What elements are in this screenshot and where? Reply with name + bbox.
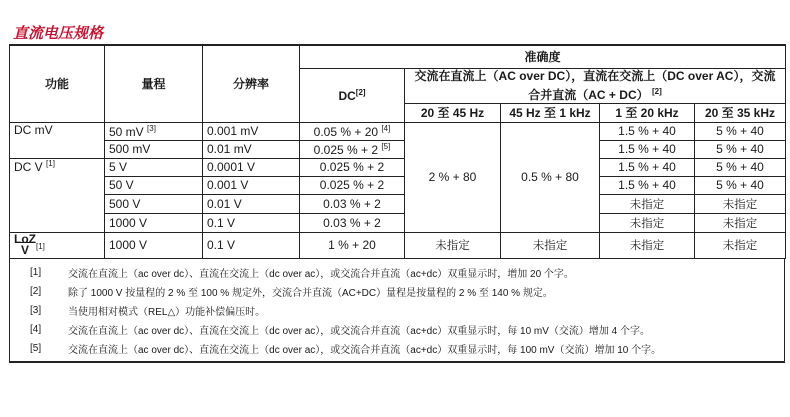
freq4-cell: 未指定 xyxy=(695,194,786,213)
dc-voltage-spec-table xyxy=(9,44,786,259)
dc-cell: 1 % + 20 xyxy=(300,232,405,258)
range-cell: 500 V xyxy=(105,194,203,213)
header-range: 量程 xyxy=(105,45,203,122)
range-cell: 50 mV [3] xyxy=(105,122,203,140)
freq3-cell: 1.5 % + 40 xyxy=(600,158,695,176)
footnote-number: [3] xyxy=(30,304,42,316)
footnote-text: 交流在直流上（ac over dc）、直流在交流上（dc over ac），或交流合并直流（ac+dc）双重显示时，每 10 mV（交流）增加 4 个字。 xyxy=(68,325,651,337)
resolution-cell: 0.001 V xyxy=(203,176,300,194)
merged-freq-45-1k: 0.5 % + 80 xyxy=(501,122,600,232)
resolution-cell: 0.01 mV xyxy=(203,140,300,158)
freq4-cell: 5 % + 40 xyxy=(695,176,786,194)
header-resolution: 分辨率 xyxy=(203,45,300,122)
freq4-cell: 5 % + 40 xyxy=(695,158,786,176)
header-freq-20-45: 20 至 45 Hz xyxy=(405,103,501,122)
header-ac-over-dc: 交流在直流上（AC over DC），直流在交流上（DC over AC），交流合并直流（AC + DC） [2] xyxy=(405,68,786,103)
freq3-cell: 1.5 % + 40 xyxy=(600,122,695,140)
footnote-number: [2] xyxy=(30,285,42,297)
freq3-cell: 未指定 xyxy=(600,232,695,258)
resolution-cell: 0.1 V xyxy=(203,213,300,232)
resolution-cell: 0.0001 V xyxy=(203,158,300,176)
freq1-cell: 未指定 xyxy=(405,232,501,258)
resolution-cell: 0.001 mV xyxy=(203,122,300,140)
freq3-cell: 1.5 % + 40 xyxy=(600,176,695,194)
resolution-cell: 0.01 V xyxy=(203,194,300,213)
footnotes xyxy=(9,259,785,363)
header-freq-45-1k: 45 Hz 至 1 kHz xyxy=(501,103,600,122)
freq3-cell: 未指定 xyxy=(600,194,695,213)
footnote-text: 除了 1000 V 按量程的 2 % 至 100 % 规定外，交流合并直流（AC+DC）量程是按量程的 2 % 至 140 % 规定。 xyxy=(68,287,553,299)
freq4-cell: 未指定 xyxy=(695,213,786,232)
dc-cell: 0.05 % + 20 [4] xyxy=(300,122,405,140)
dc-cell: 0.025 % + 2 xyxy=(300,176,405,194)
header-dc: DC[2] xyxy=(300,68,405,122)
range-cell: 1000 V xyxy=(105,213,203,232)
header-function: 功能 xyxy=(10,45,105,122)
footnote-text: 交流在直流上（ac over dc）、直流在交流上（dc over ac），或交流合并直流（ac+dc）双重显示时，每 100 mV（交流）增加 10 个字。 xyxy=(68,344,662,356)
freq2-cell: 未指定 xyxy=(501,232,600,258)
function-dc-mv: DC mV xyxy=(10,122,105,158)
freq4-cell: 5 % + 40 xyxy=(695,140,786,158)
header-freq-1k-20k: 1 至 20 kHz xyxy=(600,103,695,122)
header-accuracy: 准确度 xyxy=(300,45,786,68)
range-cell: 5 V xyxy=(105,158,203,176)
resolution-cell: 0.1 V xyxy=(203,232,300,258)
freq3-cell: 1.5 % + 40 xyxy=(600,140,695,158)
footnote-number: [1] xyxy=(30,266,42,278)
page-title: 直流电压规格 xyxy=(13,25,104,42)
freq4-cell: 未指定 xyxy=(695,232,786,258)
freq3-cell: 未指定 xyxy=(600,213,695,232)
footnote-text: 交流在直流上（ac over dc）、直流在交流上（dc over ac），或交流合并直流（ac+dc）双重显示时，增加 20 个字。 xyxy=(68,268,574,280)
freq4-cell: 5 % + 40 xyxy=(695,122,786,140)
function-dc-v: DC V [1] xyxy=(10,158,105,232)
range-cell: 500 mV xyxy=(105,140,203,158)
dc-cell: 0.03 % + 2 xyxy=(300,213,405,232)
dc-cell: 0.03 % + 2 xyxy=(300,194,405,213)
function-loz-v: LoZ $\overline{V}$ [1] xyxy=(10,232,105,258)
footnote-number: [5] xyxy=(30,342,42,354)
spec-table-container xyxy=(9,44,785,363)
footnote-number: [4] xyxy=(30,323,42,335)
dc-cell: 0.025 % + 2 [5] xyxy=(300,140,405,158)
merged-freq-20-45: 2 % + 80 xyxy=(405,122,501,232)
header-freq-20k-35k: 20 至 35 kHz xyxy=(695,103,786,122)
footnote-text: 当使用相对模式（REL△）功能补偿偏压时。 xyxy=(68,306,266,318)
range-cell: 1000 V xyxy=(105,232,203,258)
dc-cell: 0.025 % + 2 xyxy=(300,158,405,176)
range-cell: 50 V xyxy=(105,176,203,194)
